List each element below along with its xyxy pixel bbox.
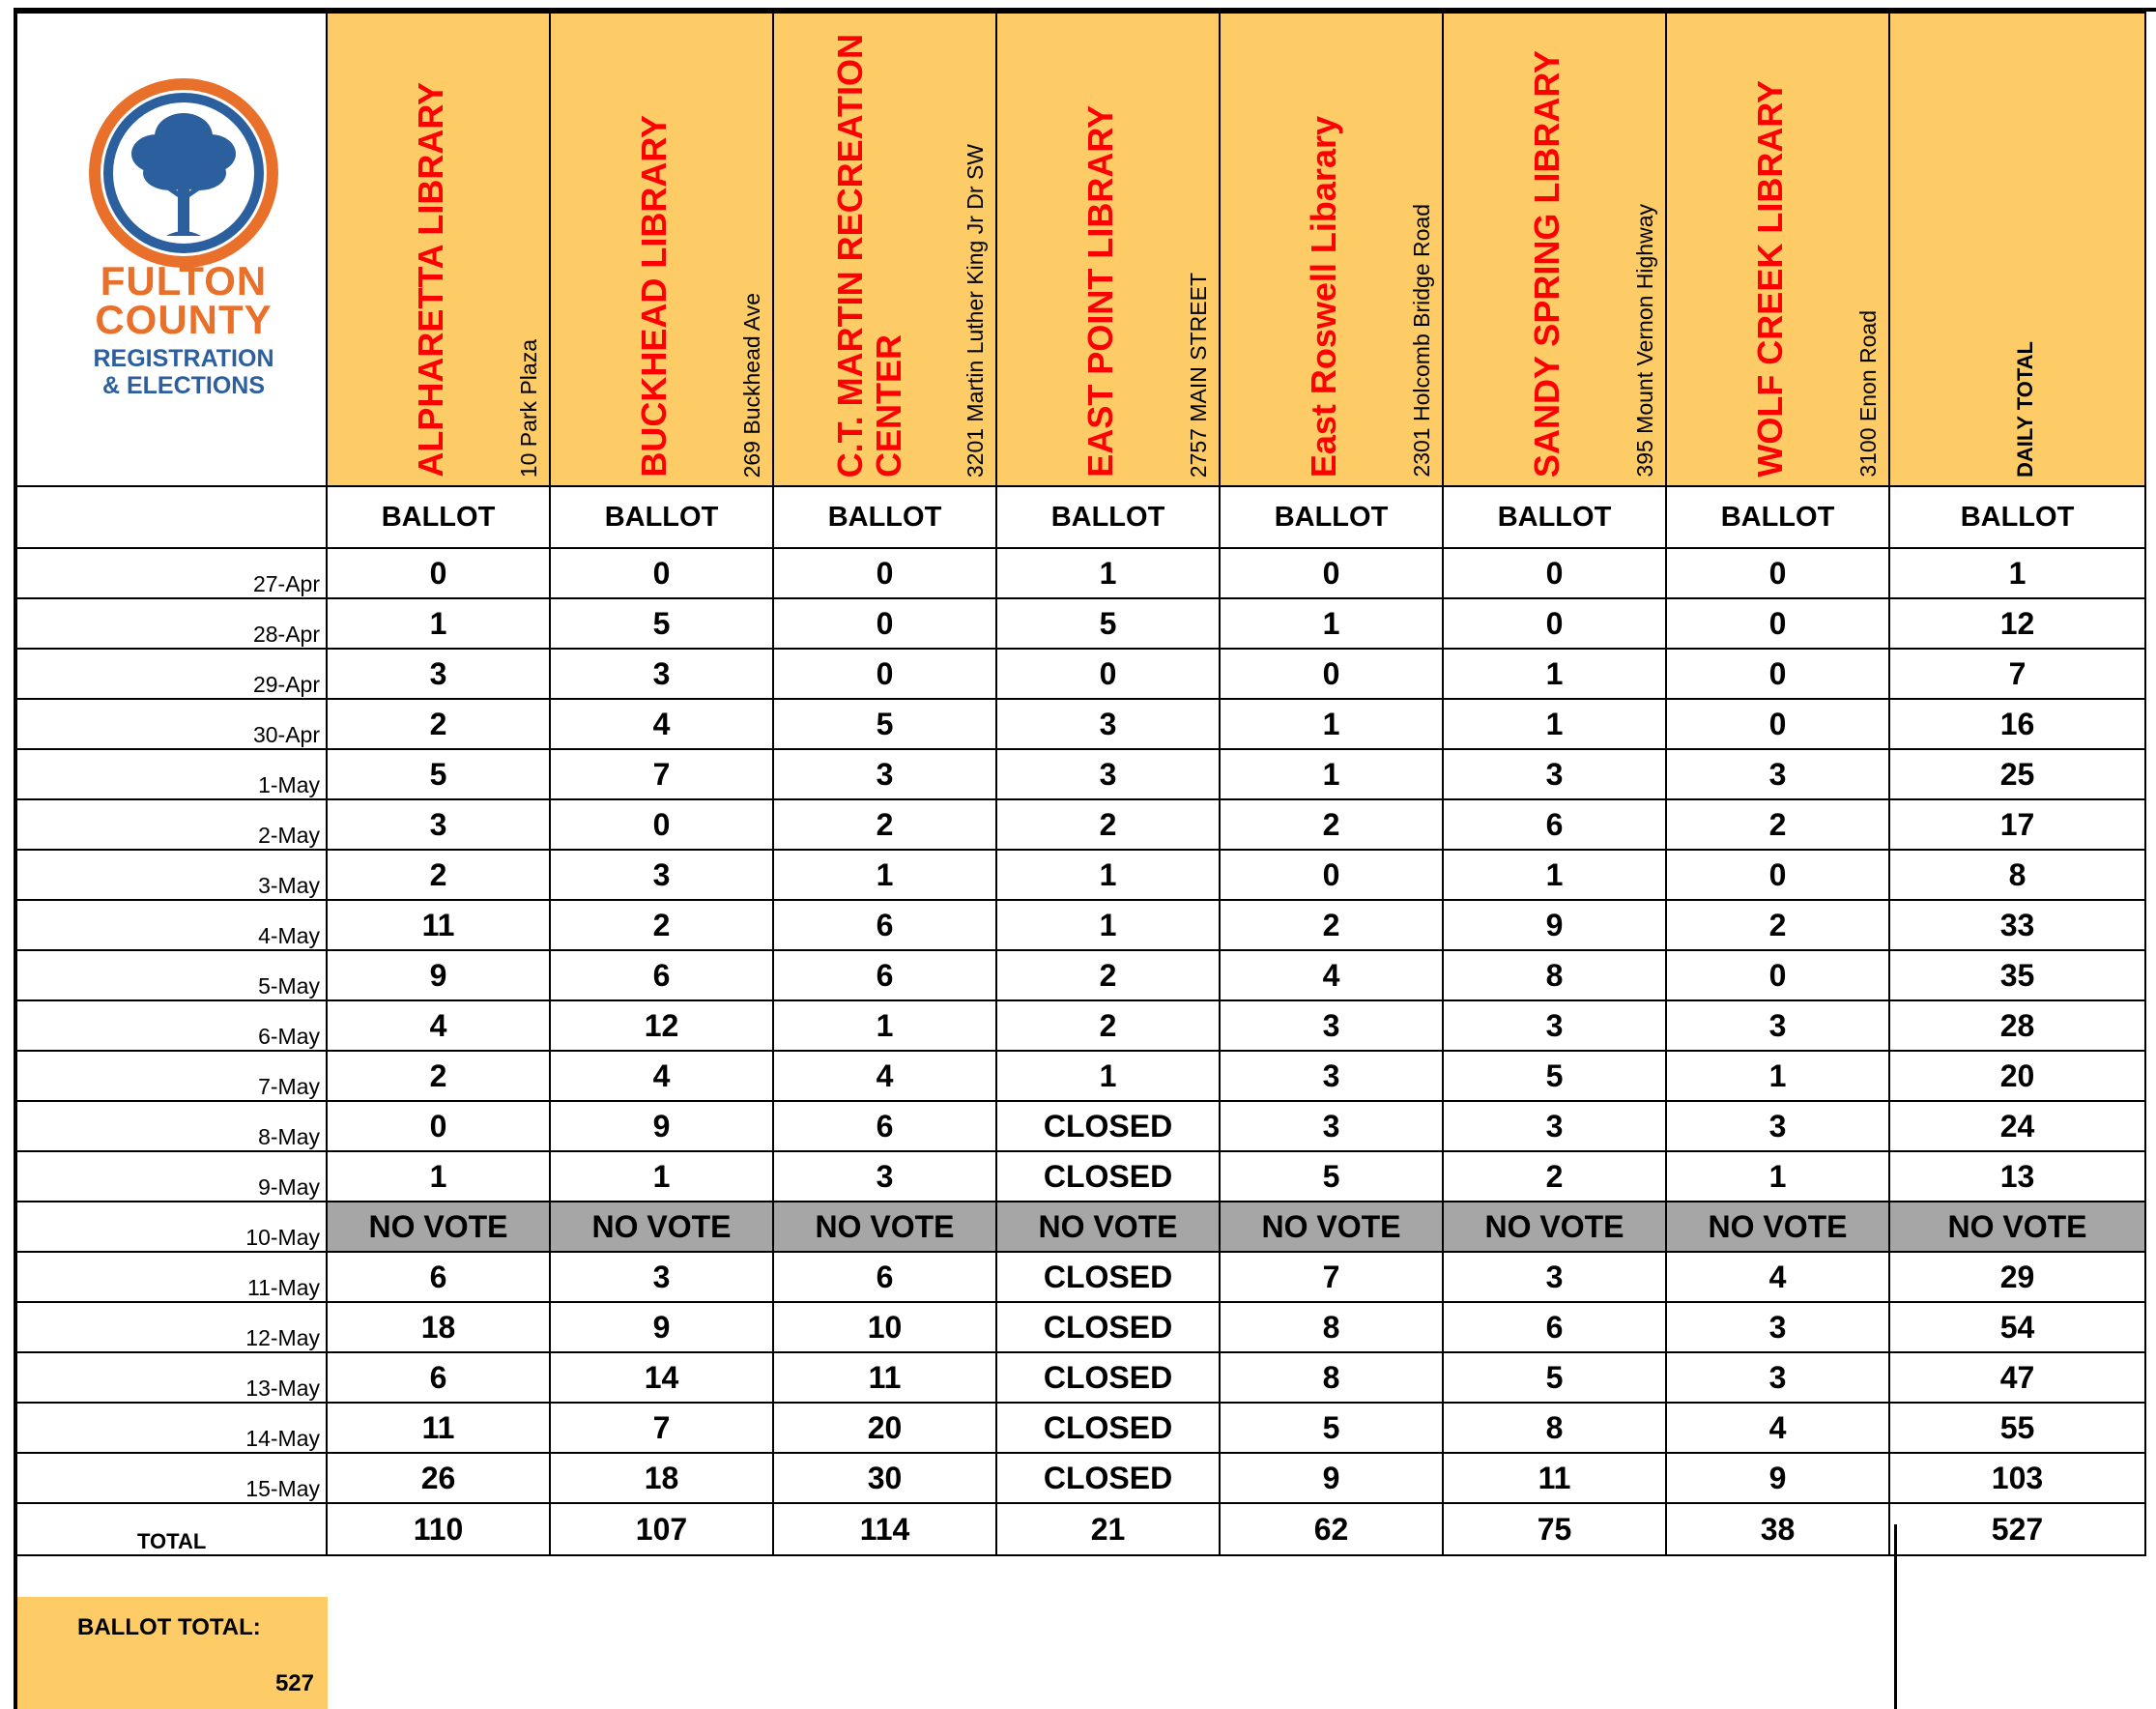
ballot-count-cell: CLOSED (996, 1151, 1220, 1202)
row-date: 13-May (17, 1352, 327, 1403)
ballot-count-cell: 3 (1443, 749, 1666, 799)
site-name: WOLF CREEK LIBRARY (1750, 80, 1790, 478)
ballot-count-cell: 18 (327, 1302, 550, 1352)
ballot-total-label: BALLOT TOTAL: (77, 1614, 261, 1640)
site-header-east-point (996, 13, 1220, 486)
header-row (17, 13, 2145, 486)
ballot-count-cell: 8 (1220, 1352, 1443, 1403)
ballot-count-cell: 11 (1443, 1453, 1666, 1503)
ballot-count-cell: 2 (1443, 1151, 1666, 1202)
ballot-count-cell: 9 (550, 1302, 773, 1352)
totals-label: TOTAL (17, 1503, 327, 1555)
daily-total-cell: 24 (1889, 1101, 2145, 1151)
ballot-count-cell: CLOSED (996, 1453, 1220, 1503)
table-row (17, 1000, 2145, 1051)
daily-total-cell: 12 (1889, 598, 2145, 649)
row-date: 28-Apr (17, 598, 327, 649)
ballot-count-cell: 10 (773, 1302, 996, 1352)
ballot-count-cell: 1 (996, 548, 1220, 598)
ballot-count-cell: CLOSED (996, 1403, 1220, 1453)
ballot-count-cell: 1 (1443, 649, 1666, 699)
table-row (17, 1453, 2145, 1503)
ballot-count-cell: CLOSED (996, 1352, 1220, 1403)
table-row (17, 850, 2145, 900)
ballot-count-cell: 5 (327, 749, 550, 799)
daily-total-column-divider (1894, 1524, 1897, 1709)
table-row (17, 1252, 2145, 1302)
ballot-count-cell: 3 (550, 850, 773, 900)
ballot-count-cell: NO VOTE (1666, 1202, 1889, 1252)
table-row (17, 699, 2145, 749)
ballot-count-cell: 3 (996, 749, 1220, 799)
ballot-count-cell: 11 (773, 1352, 996, 1403)
site-header-wolf-creek (1666, 13, 1889, 486)
ballot-count-cell: 2 (996, 1000, 1220, 1051)
site-header-ct-martin (773, 13, 996, 486)
ballot-count-cell: 3 (1443, 1101, 1666, 1151)
ballot-count-cell: 0 (550, 799, 773, 850)
ballot-count-cell: 1 (996, 900, 1220, 950)
ballot-count-cell: 1 (1666, 1051, 1889, 1101)
site-total-cell: 38 (1666, 1503, 1889, 1555)
ballot-count-cell: 8 (1220, 1302, 1443, 1352)
ballot-count-cell: CLOSED (996, 1252, 1220, 1302)
ballot-count-cell: 3 (1666, 749, 1889, 799)
ballot-count-cell: 0 (1443, 548, 1666, 598)
ballot-count-cell: 9 (1443, 900, 1666, 950)
daily-total-cell: 103 (1889, 1453, 2145, 1503)
ballot-count-cell: 6 (327, 1252, 550, 1302)
daily-total-cell: 8 (1889, 850, 2145, 900)
ballot-count-cell: 7 (550, 749, 773, 799)
ballot-count-cell: NO VOTE (1443, 1202, 1666, 1252)
ballot-count-cell: 4 (550, 1051, 773, 1101)
ballot-count-cell: 3 (550, 1252, 773, 1302)
daily-total-cell: 17 (1889, 799, 2145, 850)
table-row (17, 598, 2145, 649)
ballot-count-cell: 0 (773, 649, 996, 699)
ballot-count-cell: 0 (1220, 850, 1443, 900)
site-address: 269 Buckhead Ave (739, 292, 764, 478)
daily-total-cell: NO VOTE (1889, 1202, 2145, 1252)
ballot-count-cell: 11 (327, 900, 550, 950)
ballot-count-cell: 0 (773, 598, 996, 649)
ballot-count-cell: 3 (1666, 1101, 1889, 1151)
ballot-count-cell: 6 (1443, 1302, 1666, 1352)
daily-total-cell: 7 (1889, 649, 2145, 699)
ballot-count-cell: 3 (550, 649, 773, 699)
ballot-count-cell: 9 (327, 950, 550, 1000)
ballot-total-value: 527 (274, 1670, 314, 1696)
ballot-count-cell: 5 (996, 598, 1220, 649)
ballot-count-cell: 2 (996, 799, 1220, 850)
row-date: 11-May (17, 1252, 327, 1302)
site-address: 2757 MAIN STREET (1186, 272, 1211, 478)
ballot-count-cell: 0 (1666, 850, 1889, 900)
ballot-count-cell: 6 (773, 950, 996, 1000)
ballot-count-cell: 18 (550, 1453, 773, 1503)
ballot-count-cell: 1 (996, 1051, 1220, 1101)
ballot-count-cell: 7 (1220, 1252, 1443, 1302)
daily-total-cell: 28 (1889, 1000, 2145, 1051)
ballot-total-box (17, 1597, 328, 1709)
totals-row (17, 1503, 2145, 1555)
ballot-count-cell: 6 (773, 1101, 996, 1151)
site-address: 3100 Enon Road (1855, 310, 1881, 478)
ballot-count-cell: 4 (550, 699, 773, 749)
row-date: 14-May (17, 1403, 327, 1453)
ballot-label: BALLOT (1889, 486, 2145, 548)
row-date: 10-May (17, 1202, 327, 1252)
ballot-count-cell: 1 (1220, 749, 1443, 799)
tree-logo-icon (77, 76, 290, 270)
ballot-count-cell: 1 (1443, 850, 1666, 900)
ballot-label: BALLOT (1443, 486, 1666, 548)
site-total-cell: 21 (996, 1503, 1220, 1555)
ballot-count-cell: 2 (1666, 799, 1889, 850)
daily-total-cell: 1 (1889, 548, 2145, 598)
site-name: ALPHARETTA LIBRARY (411, 82, 450, 478)
ballot-count-cell: 4 (1666, 1403, 1889, 1453)
ballot-count-cell: 5 (1220, 1151, 1443, 1202)
ballot-count-cell: 0 (1666, 649, 1889, 699)
ballot-count-cell: 0 (1220, 548, 1443, 598)
ballot-count-cell: 3 (1666, 1352, 1889, 1403)
ballot-count-cell: 4 (1666, 1252, 1889, 1302)
row-date: 1-May (17, 749, 327, 799)
ballot-count-cell: 2 (327, 1051, 550, 1101)
ballot-count-cell: 3 (1220, 1000, 1443, 1051)
site-header-sandy-spring (1443, 13, 1666, 486)
ballot-count-cell: 4 (1220, 950, 1443, 1000)
site-total-cell: 75 (1443, 1503, 1666, 1555)
ballot-count-cell: 8 (1443, 1403, 1666, 1453)
ballot-count-cell: 3 (996, 699, 1220, 749)
row-date: 29-Apr (17, 649, 327, 699)
table-row (17, 1352, 2145, 1403)
ballot-count-cell: 30 (773, 1453, 996, 1503)
logo-text-county: COUNTY (95, 297, 273, 342)
ballot-count-cell: CLOSED (996, 1302, 1220, 1352)
ballot-count-cell: 6 (773, 1252, 996, 1302)
ballot-count-cell: 3 (1443, 1252, 1666, 1302)
daily-total-cell: 13 (1889, 1151, 2145, 1202)
table-row (17, 749, 2145, 799)
table-row (17, 1302, 2145, 1352)
ballot-label: BALLOT (327, 486, 550, 548)
ballot-count-cell: NO VOTE (327, 1202, 550, 1252)
ballot-count-cell: 3 (327, 799, 550, 850)
site-address: 395 Mount Vernon Highway (1632, 204, 1657, 478)
daily-total-cell: 20 (1889, 1051, 2145, 1101)
ballot-label: BALLOT (996, 486, 1220, 548)
ballot-count-cell: 2 (996, 950, 1220, 1000)
ballot-count-cell: 1 (996, 850, 1220, 900)
ballot-count-cell: 20 (773, 1403, 996, 1453)
ballot-count-cell: 2 (1666, 900, 1889, 950)
ballot-count-cell: 2 (1220, 799, 1443, 850)
ballot-count-cell: 5 (1443, 1051, 1666, 1101)
ballot-count-cell: 1 (1666, 1151, 1889, 1202)
fulton-county-logo (17, 13, 327, 484)
site-name-line2: CENTER (869, 333, 908, 478)
daily-total-cell: 25 (1889, 749, 2145, 799)
ballot-count-cell: 11 (327, 1403, 550, 1453)
ballot-count-cell: 2 (327, 699, 550, 749)
ballot-count-cell: 7 (550, 1403, 773, 1453)
row-date: 12-May (17, 1302, 327, 1352)
site-name: EAST POINT LIBRARY (1080, 105, 1120, 478)
ballot-count-cell: 5 (773, 699, 996, 749)
row-date: 8-May (17, 1101, 327, 1151)
row-date: 5-May (17, 950, 327, 1000)
ballot-count-cell: 4 (773, 1051, 996, 1101)
table-row (17, 900, 2145, 950)
ballot-count-cell: 0 (327, 548, 550, 598)
row-date: 2-May (17, 799, 327, 850)
ballot-count-cell: 6 (773, 900, 996, 950)
ballot-count-cell: 26 (327, 1453, 550, 1503)
ballot-count-cell: 6 (1443, 799, 1666, 850)
site-name: East Roswell Libarary (1304, 115, 1343, 478)
ballot-count-cell: 0 (1220, 649, 1443, 699)
ballot-count-cell: 3 (1666, 1000, 1889, 1051)
ballot-count-cell: 1 (1220, 598, 1443, 649)
daily-total-header (1889, 13, 2145, 486)
daily-total-cell: 35 (1889, 950, 2145, 1000)
ballot-count-cell: 0 (1666, 950, 1889, 1000)
ballot-count-cell: 3 (773, 749, 996, 799)
ballot-count-cell: 4 (327, 1000, 550, 1051)
ballot-count-cell: 0 (550, 548, 773, 598)
ballot-count-cell: 0 (773, 548, 996, 598)
ballot-count-cell: 6 (550, 950, 773, 1000)
daily-total-cell: 55 (1889, 1403, 2145, 1453)
ballot-count-cell: 12 (550, 1000, 773, 1051)
ballot-count-cell: CLOSED (996, 1101, 1220, 1151)
row-date: 30-Apr (17, 699, 327, 749)
row-date: 6-May (17, 1000, 327, 1051)
ballot-table (17, 12, 2146, 1556)
ballot-count-cell: 3 (327, 649, 550, 699)
logo-cell (17, 13, 327, 486)
ballot-count-cell: 9 (550, 1101, 773, 1151)
ballot-count-cell: 9 (1666, 1453, 1889, 1503)
table-row (17, 548, 2145, 598)
table-row (17, 649, 2145, 699)
table-row (17, 1202, 2145, 1252)
site-header-east-roswell (1220, 13, 1443, 486)
daily-total-cell: 16 (1889, 699, 2145, 749)
ballot-count-cell: 1 (1220, 699, 1443, 749)
ballot-count-cell: 8 (1443, 950, 1666, 1000)
ballot-count-cell: 0 (1666, 598, 1889, 649)
ballot-count-cell: 3 (773, 1151, 996, 1202)
ballot-count-cell: 2 (550, 900, 773, 950)
logo-text-elections: & ELECTIONS (101, 372, 266, 399)
ballot-count-cell: 14 (550, 1352, 773, 1403)
ballot-count-cell: 1 (773, 1000, 996, 1051)
table-row (17, 1051, 2145, 1101)
ballot-count-cell: NO VOTE (1220, 1202, 1443, 1252)
ballot-count-cell: NO VOTE (550, 1202, 773, 1252)
site-address: 2301 Holcomb Bridge Road (1409, 204, 1434, 478)
ballot-count-cell: 5 (1220, 1403, 1443, 1453)
ballot-count-cell: 1 (327, 1151, 550, 1202)
ballot-count-cell: 0 (996, 649, 1220, 699)
site-name: SANDY SPRING LIBRARY (1527, 49, 1567, 478)
grand-total-cell: 527 (1889, 1503, 2145, 1555)
site-address: 10 Park Plaza (516, 338, 541, 478)
daily-total-cell: 29 (1889, 1252, 2145, 1302)
ballot-count-cell: 3 (1443, 1000, 1666, 1051)
ballot-count-cell: NO VOTE (996, 1202, 1220, 1252)
table-row (17, 950, 2145, 1000)
ballot-count-cell: 3 (1220, 1101, 1443, 1151)
row-date: 9-May (17, 1151, 327, 1202)
site-name: BUCKHEAD LIBRARY (634, 115, 674, 478)
ballot-count-cell: NO VOTE (773, 1202, 996, 1252)
ballot-label-row (17, 486, 2145, 548)
ballot-count-cell: 2 (773, 799, 996, 850)
logo-text-fulton: FULTON (100, 258, 268, 304)
row-date: 7-May (17, 1051, 327, 1101)
logo-text-registration: REGISTRATION (93, 345, 274, 372)
ballot-count-cell: 5 (550, 598, 773, 649)
table-row (17, 1403, 2145, 1453)
daily-total-cell: 54 (1889, 1302, 2145, 1352)
ballot-count-cell: 9 (1220, 1453, 1443, 1503)
site-address: 3201 Martin Luther King Jr Dr SW (963, 143, 988, 478)
site-header-buckhead (550, 13, 773, 486)
ballot-count-cell: 1 (1443, 699, 1666, 749)
ballot-row-blank (17, 486, 327, 548)
daily-total-label: DAILY TOTAL (2013, 341, 2037, 478)
site-total-cell: 110 (327, 1503, 550, 1555)
ballot-count-cell: 3 (1220, 1051, 1443, 1101)
ballot-count-cell: 0 (1666, 699, 1889, 749)
ballot-count-cell: 2 (1220, 900, 1443, 950)
daily-total-cell: 47 (1889, 1352, 2145, 1403)
site-name-line1: C.T. MARTIN RECREATION (830, 33, 870, 478)
table-row (17, 799, 2145, 850)
ballot-count-cell: 1 (773, 850, 996, 900)
ballot-label: BALLOT (550, 486, 773, 548)
ballot-count-cell: 5 (1443, 1352, 1666, 1403)
ballot-count-cell: 1 (327, 598, 550, 649)
ballot-count-cell: 3 (1666, 1302, 1889, 1352)
row-date: 4-May (17, 900, 327, 950)
ballot-count-cell: 0 (1443, 598, 1666, 649)
ballot-label: BALLOT (1220, 486, 1443, 548)
site-total-cell: 107 (550, 1503, 773, 1555)
ballot-count-cell: 6 (327, 1352, 550, 1403)
row-date: 3-May (17, 850, 327, 900)
ballot-label: BALLOT (1666, 486, 1889, 548)
ballot-count-cell: 2 (327, 850, 550, 900)
ballot-label: BALLOT (773, 486, 996, 548)
daily-total-cell: 33 (1889, 900, 2145, 950)
ballot-count-cell: 0 (1666, 548, 1889, 598)
ballot-count-cell: 0 (327, 1101, 550, 1151)
table-row (17, 1151, 2145, 1202)
site-header-alpharetta (327, 13, 550, 486)
ballot-count-cell: 1 (550, 1151, 773, 1202)
site-total-cell: 62 (1220, 1503, 1443, 1555)
site-total-cell: 114 (773, 1503, 996, 1555)
row-date: 15-May (17, 1453, 327, 1503)
row-date: 27-Apr (17, 548, 327, 598)
table-row (17, 1101, 2145, 1151)
